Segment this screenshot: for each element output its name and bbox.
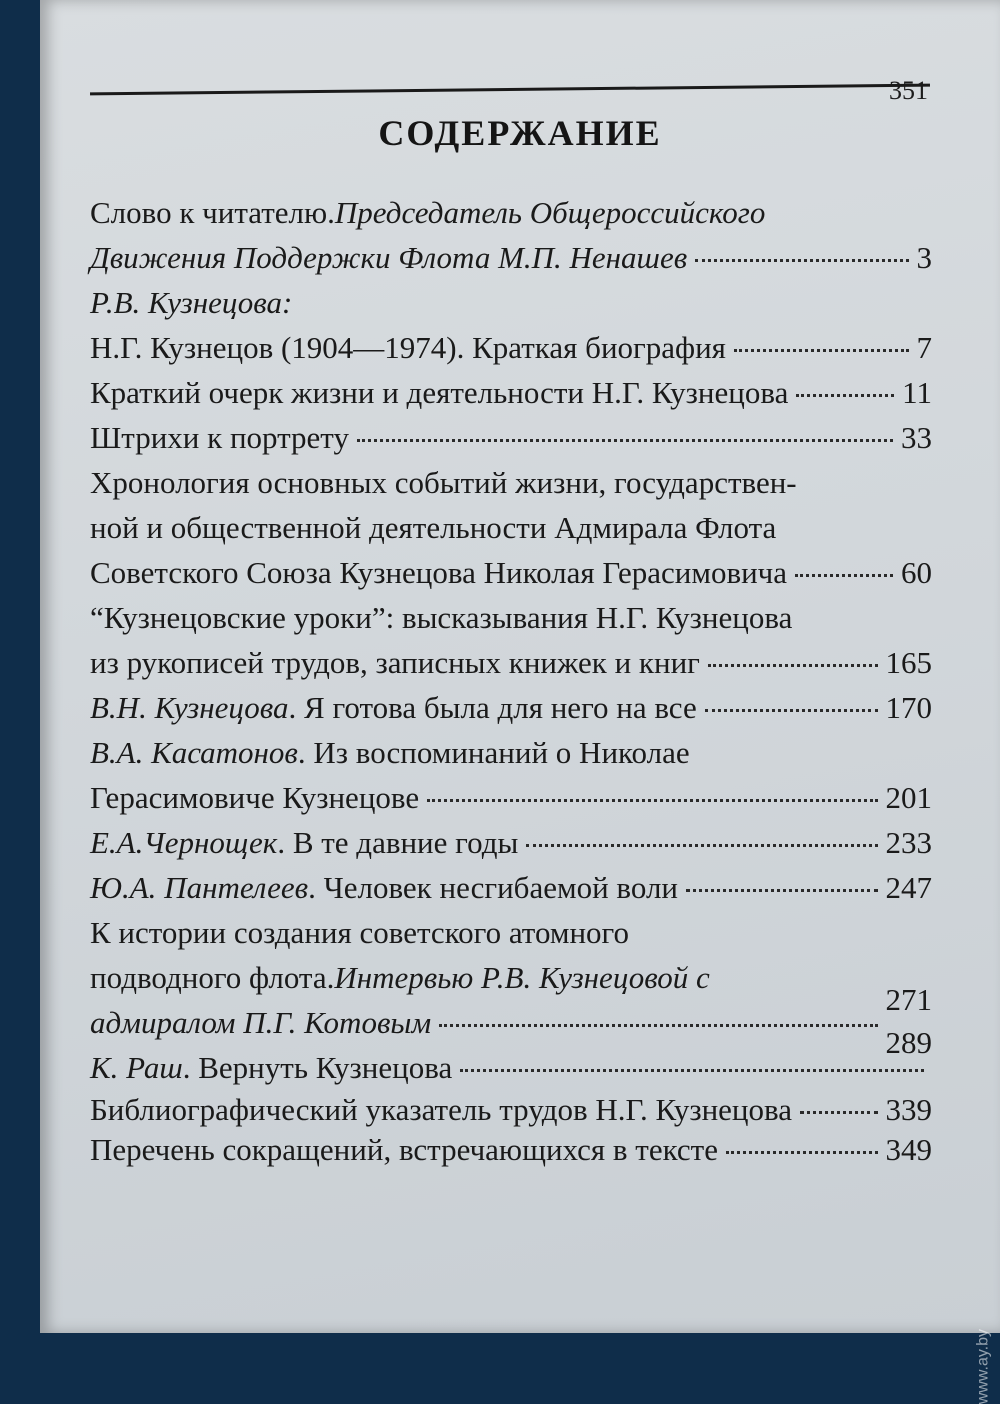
- toc-entry-title: . Я готова была для него на все: [288, 690, 697, 725]
- toc-entry-title: К истории создания советского атомного: [90, 915, 630, 950]
- toc-entry-title: Краткий очерк жизни и деятельности Н.Г. Кузнецова: [90, 375, 789, 410]
- toc-entry-author: Движения Поддержки Флота М.П. Ненашев: [90, 240, 688, 275]
- toc-entry-title: Штрихи к портрету: [90, 420, 349, 455]
- dot-leader: [357, 439, 893, 442]
- toc-line: [90, 775, 932, 820]
- dot-leader: [795, 574, 893, 577]
- toc-entry-title: Советского Союза Кузнецова Николая Герасимовича: [90, 555, 788, 590]
- toc-entry-title: “Кузнецовские уроки”: высказывания Н.Г. Кузнецова: [90, 600, 793, 635]
- page-title: СОДЕРЖАНИЕ: [378, 113, 662, 153]
- dot-leader: [686, 889, 877, 892]
- toc-entry-title: Слово к читателю.: [90, 195, 335, 230]
- toc-page-ref: 170: [885, 690, 932, 725]
- toc-line: [90, 640, 932, 685]
- toc-line: [90, 1130, 932, 1170]
- toc-entry-title: ной и общественной деятельности Адмирала Флота: [90, 510, 777, 545]
- toc-line: [90, 235, 932, 280]
- dot-leader: [427, 799, 877, 802]
- toc-page-ref: 165: [885, 645, 932, 680]
- toc-entry-author: Ю.А. Пантелеев: [90, 870, 309, 905]
- toc-entry-title: . Из воспоминаний о Николае: [297, 735, 690, 770]
- toc-entry-title: подводного флота.: [90, 960, 335, 995]
- toc-line: [90, 595, 932, 640]
- toc-entry-author: В.А. Касатонов: [90, 735, 298, 770]
- toc-page-ref: 349: [885, 1132, 932, 1167]
- toc-line: [90, 730, 932, 775]
- dot-leader: [439, 1024, 877, 1027]
- dot-leader: [734, 349, 909, 352]
- toc-page-ref: 7: [916, 330, 932, 365]
- toc-page-ref: 201: [885, 780, 932, 815]
- toc-line: [90, 1090, 932, 1130]
- toc-page-ref: 3: [916, 240, 932, 275]
- toc-line: [90, 955, 932, 1017]
- toc-entry-title: Н.Г. Кузнецов (1904—1974). Краткая биография: [90, 330, 726, 365]
- dot-leader: [705, 709, 878, 712]
- toc-page-ref: 339: [885, 1092, 932, 1127]
- book-page: [40, 0, 1000, 1333]
- dot-leader: [800, 1111, 878, 1114]
- toc-line: [90, 910, 932, 955]
- toc-entry-title: Библиографический указатель трудов Н.Г. Кузнецова: [90, 1092, 792, 1127]
- toc-entry-title: Хронология основных событий жизни, государствен-: [90, 465, 797, 500]
- toc-line: [90, 1000, 932, 1060]
- dot-leader: [695, 259, 908, 262]
- toc-line: [90, 820, 932, 865]
- toc-line: [90, 325, 932, 370]
- toc-entry-subtitle: Интервью Р.В. Кузнецовой с: [334, 960, 710, 995]
- toc-entry-subtitle: адмиралом П.Г. Котовым: [90, 1005, 432, 1040]
- toc-section-author: Р.В. Кузнецова:: [90, 285, 293, 320]
- toc-entry-author: К. Раш: [90, 1050, 183, 1085]
- toc-line: [90, 685, 932, 730]
- table-of-contents: [90, 190, 932, 1170]
- toc-entry-title: . Вернуть Кузнецова: [182, 1050, 453, 1085]
- toc-entry-author: В.Н. Кузнецова: [90, 690, 289, 725]
- toc-line: [90, 460, 932, 505]
- toc-entry-title: Герасимовиче Кузнецове: [90, 780, 420, 815]
- watermark: www.ay.by: [974, 1329, 991, 1404]
- toc-line: [90, 190, 932, 235]
- toc-line: [90, 280, 932, 325]
- toc-entry-title: . В те давние годы: [277, 825, 519, 860]
- toc-entry-title: . Человек несгибаемой воли: [308, 870, 679, 905]
- header-rule: [90, 84, 930, 96]
- page-number: 351: [889, 76, 928, 105]
- toc-page-ref: 33: [901, 420, 932, 455]
- toc-line: [90, 865, 932, 910]
- dot-leader: [460, 1069, 924, 1072]
- toc-line: [90, 1045, 932, 1090]
- toc-line: [90, 505, 932, 550]
- toc-entry-title: из рукописей трудов, записных книжек и книг: [90, 645, 700, 680]
- toc-line: [90, 370, 932, 415]
- dot-leader: [726, 1151, 878, 1154]
- toc-entry-title: Перечень сокращений, встречающихся в тексте: [90, 1132, 718, 1167]
- toc-page-ref: 11: [902, 375, 932, 410]
- toc-line: [90, 550, 932, 595]
- toc-line: [90, 415, 932, 460]
- toc-page-ref: 247: [885, 870, 932, 905]
- toc-entry-author: Е.А.Чернощек: [90, 825, 278, 860]
- dot-leader: [526, 844, 877, 847]
- dot-leader: [708, 664, 878, 667]
- toc-page-ref: 271: [885, 982, 932, 1017]
- toc-page-ref: 233: [885, 825, 932, 860]
- toc-page-ref: 60: [901, 555, 932, 590]
- toc-entry-author: Председатель Общероссийского: [334, 195, 766, 230]
- dot-leader: [796, 394, 894, 397]
- toc-page-ref: 289: [885, 1025, 932, 1060]
